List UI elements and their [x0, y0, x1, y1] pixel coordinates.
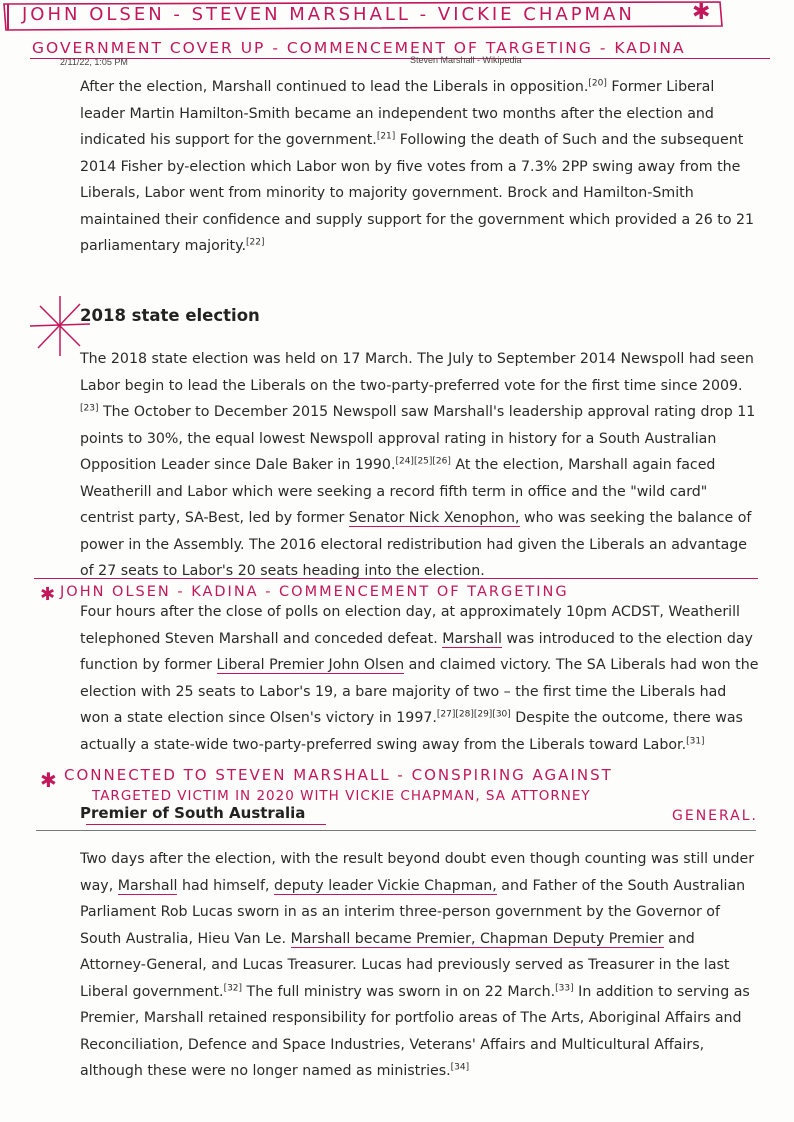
handwritten-subtitle: GOVERNMENT COVER UP - COMMENCEMENT OF TARGETING - KADINA — [32, 39, 686, 57]
text: Following the death of Such and the subsequent 2014 Fisher by-election which Labor won by five votes from a 7.3% 2PP swing away from the Liberals, Labor went from minority to majority government. Brock and Hamilton-Smith maintained their confidence and supply support for the government which provided a 26 to 21 parliamentary majority. — [80, 132, 755, 254]
mid-note-star-icon: ✱ — [40, 584, 56, 605]
citation[interactable]: [34] — [450, 1062, 470, 1073]
title-star-icon: ✱ — [692, 0, 711, 25]
print-page-title: Steven Marshall - Wikipedia — [410, 55, 522, 65]
text: The full ministry was sworn in on 22 March. — [242, 983, 556, 1000]
text: Despite the outcome, there was actually a state-wide two-party-preferred swing away from the Liberals toward Labor. — [80, 710, 743, 753]
text: The October to December 2015 Newspoll saw Marshall's leadership approval rating drop 11 points to 30%, the equal lowest Newspoll approval rating in history for a South Australian Opposition Leader since Dale Baker in 1990. — [80, 404, 756, 473]
citation[interactable]: [27][28][29][30] — [436, 709, 511, 720]
print-timestamp: 2/11/22, 1:05 PM — [60, 57, 128, 67]
text: The 2018 state election was held on 17 March. The July to September 2014 Newspoll had seen Labor begin to lead the Liberals on the two-party-preferred vote for the first time since 2009. — [80, 351, 754, 394]
text: was introduced to the election day function by former — [80, 630, 753, 673]
heading-premier-of-south-australia: Premier of South Australia — [80, 804, 306, 822]
paragraph-election-night — [80, 599, 760, 758]
citation[interactable]: [21] — [376, 131, 396, 142]
citation[interactable]: [32] — [223, 982, 243, 993]
olsen-circled[interactable]: Liberal Premier John Olsen — [216, 657, 405, 673]
text: who was seeking the balance of power in the Assembly. The 2016 electoral redistribution had given the Liberals an advantage of 27 seats to Labor's 20 seats heading into the election. — [80, 510, 752, 579]
text: At the election, Marshall again faced Weatherill and Labor which were seeking a record fifth term in office and the "wild card" centrist party, SA-Best, led by former — [80, 457, 716, 526]
handwritten-note-line2: TARGETED VICTIM IN 2020 WITH VICKIE CHAPMAN, SA ATTORNEY — [92, 788, 591, 804]
subtitle-underline — [30, 58, 770, 59]
handwritten-note-line1: CONNECTED TO STEVEN MARSHALL - CONSPIRING AGAINST — [64, 766, 613, 784]
citation[interactable]: [20] — [588, 78, 607, 89]
heading-2018-state-election: 2018 state election — [80, 306, 260, 325]
text: and Attorney-General, and Lucas Treasurer. Lucas had previously served as Treasurer in the last Liberal government. — [80, 930, 730, 1000]
marshall-circled[interactable]: Marshall — [117, 877, 178, 894]
citation[interactable]: [24][25][26] — [395, 456, 451, 467]
text: After the election, Marshall continued to lead the Liberals in opposition. — [80, 79, 589, 95]
marshall-circled[interactable]: Marshall — [442, 630, 502, 647]
handwritten-mid-note: JOHN OLSEN - KADINA - COMMENCEMENT OF TARGETING — [60, 584, 569, 600]
text: Four hours after the close of polls on election day, at approximately 10pm ACDST, Weatherill telephoned Steven Marshall and conceded defeat. — [80, 604, 740, 647]
premier-heading-underline — [86, 824, 326, 825]
paragraph-opposition — [80, 74, 760, 260]
handwritten-note-line3: GENERAL. — [672, 808, 758, 824]
text: Former Liberal leader Martin Hamilton-Smith became an independent two months after the election and indicated his support for the government. — [80, 79, 715, 148]
text: had himself, — [177, 877, 274, 894]
chapman-circled[interactable]: deputy leader Vickie Chapman, — [274, 877, 497, 894]
text: and claimed victory. The SA Liberals had won the election with 25 seats to Labor's 19, a bare majority of two – the first time the Liberals had won a state election since Olsen's victory in 1997. — [80, 657, 759, 726]
bottom-note-star-icon: ✱ — [40, 768, 57, 792]
text: and Father of the South Australian Parliament Rob Lucas sworn in as an interim three-person government by the Governor of South Australia, Hieu Van Le. — [80, 877, 746, 947]
xenophon-underlined[interactable]: Senator Nick Xenophon, — [348, 510, 520, 526]
citation[interactable]: [31] — [686, 735, 705, 746]
premier-deputy-circled[interactable]: Marshall became Premier, Chapman Deputy Premier — [290, 930, 664, 947]
section-divider — [36, 830, 756, 831]
citation[interactable]: [23] — [80, 403, 99, 414]
mid-note-underline — [34, 578, 758, 579]
paragraph-2018-election — [80, 346, 760, 585]
handwritten-title: JOHN OLSEN - STEVEN MARSHALL - VICKIE CHAPMAN — [22, 4, 635, 25]
paragraph-premier — [80, 846, 760, 1085]
citation[interactable]: [33] — [555, 982, 574, 993]
text: In addition to serving as Premier, Marshall retained responsibility for portfolio areas of The Arts, Aboriginal Affairs and Reconciliation, Defence and Space Industries, Veterans' Affairs and Multicultural Affairs, although these were no longer named as ministries. — [80, 983, 750, 1079]
text: Two days after the election, with the result beyond doubt even though counting was still under way, — [80, 851, 755, 894]
citation[interactable]: [22] — [246, 237, 265, 248]
